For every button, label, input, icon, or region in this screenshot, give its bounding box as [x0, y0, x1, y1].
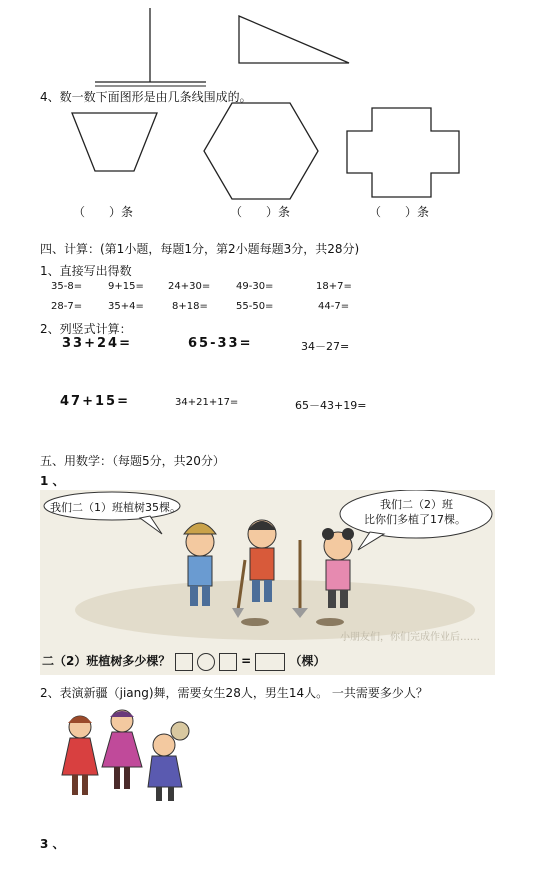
- answer-blank-3[interactable]: （ ）条: [369, 205, 430, 219]
- calc-item: 44-7=: [318, 301, 350, 312]
- vertical-calc: 47+15=: [60, 394, 130, 409]
- q1-label: 1 、: [40, 474, 65, 488]
- calc-item: 55-50=: [236, 301, 274, 312]
- q1-question: 二（2）班植树多少棵？: [42, 654, 171, 668]
- bubble-right-text-2: 比你们多植了17棵。: [364, 513, 466, 526]
- calc-item: 8+18=: [172, 301, 208, 312]
- calc-item: 9+15=: [108, 281, 144, 292]
- operator-circle[interactable]: [197, 653, 215, 671]
- answer-blank-1[interactable]: （ ）条: [73, 205, 134, 219]
- answer-box[interactable]: [219, 653, 237, 671]
- faint-scan-text: 小朋友们，你们完成作业后……: [340, 632, 480, 643]
- vertical-calc: 65-33=: [188, 336, 253, 351]
- calc-item: 28-7=: [51, 301, 83, 312]
- calc-item: 49-30=: [236, 281, 274, 292]
- triangle-figure: [239, 16, 349, 63]
- result-box[interactable]: [255, 653, 285, 671]
- section5-title: 五、用数学：（每题5分，共20分）: [40, 454, 225, 468]
- calc-item: 18+7=: [316, 281, 352, 292]
- calc-item: 35+4=: [108, 301, 144, 312]
- hexagon-figure: [204, 103, 318, 199]
- bubble-right-text-1: 我们二（2）班: [380, 498, 453, 511]
- calc-item: 24+30=: [168, 281, 211, 292]
- vertical-calc: 33+24=: [62, 336, 132, 351]
- trapezoid-figure: [72, 113, 157, 171]
- answer-box[interactable]: [175, 653, 193, 671]
- q2-text: 2、表演新疆（jiang)舞，需要女生28人，男生14人。 一共需要多少人？: [40, 686, 428, 700]
- q4-prompt: 4、数一数下面图形是由几条线围成的。: [40, 90, 252, 104]
- section4-sub1: 1、直接写出得数: [40, 264, 132, 278]
- bubble-left-text: 我们二（1）班植树35棵。: [50, 501, 181, 514]
- calc-item: 35-8=: [51, 281, 83, 292]
- q1-unit: （棵）: [289, 654, 326, 668]
- vertical-calc: 34+21+17=: [175, 397, 239, 408]
- section4-title: 四、计算：(第1小题，每题1分，第2小题每题3分，共28分): [40, 242, 360, 256]
- vertical-calc: 34－27=: [301, 340, 350, 353]
- vertical-calc: 65－43+19=: [295, 399, 367, 412]
- answer-blank-2[interactable]: （ ）条: [230, 205, 291, 219]
- q3-label: 3 、: [40, 837, 65, 851]
- section4-sub2: 2、列竖式计算：: [40, 322, 132, 336]
- dancers-illustration: [52, 705, 202, 805]
- q1-question-row: 二（2）班植树多少棵？ = （棵）: [42, 652, 326, 671]
- cross-figure: [347, 108, 459, 197]
